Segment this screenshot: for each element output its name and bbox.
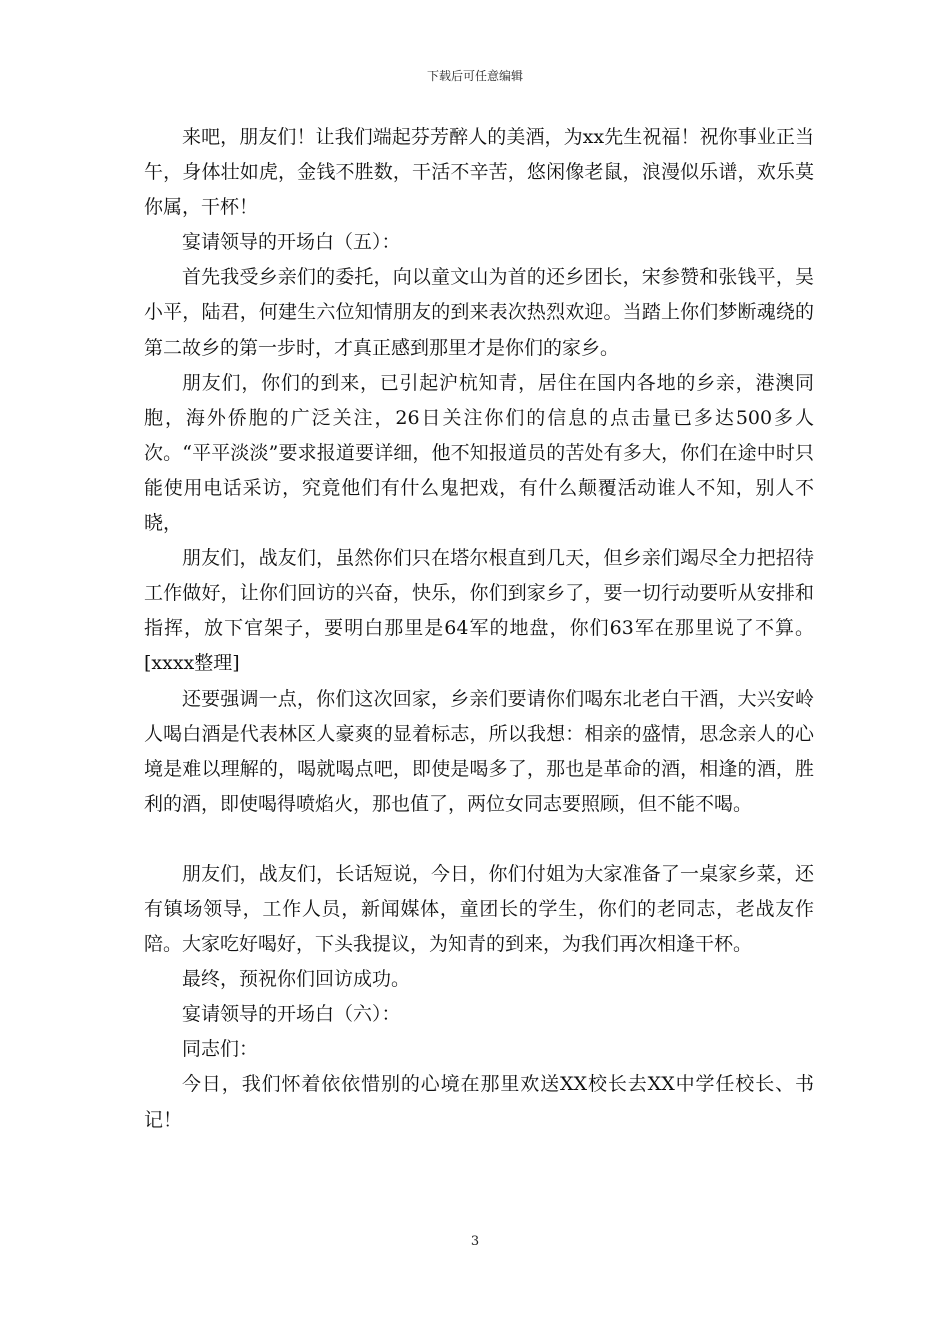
page-number: 3: [470, 1234, 480, 1249]
page-header: 下载后可任意编辑: [426, 69, 523, 83]
paragraph-dinner-toast: 朋友们，战友们，长话短说，今日，你们付姐为大家准备了一桌家乡菜，还有镇场领导，工作人员，新闻媒体，童团长的学生，你们的老同志，老战友作陪。大家吃好喝好，下头我提议，为知青的到来，为我们再次相逢干杯。: [144, 862, 814, 956]
paragraph-toast-blessing: 来吧，朋友们！让我们端起芬芳醉人的美酒，为xx先生祝福！祝你事业正当午，身体壮如虎，金钱不胜数，干活不辛苦，悠闲像老鼠，浪漫似乐谱，欢乐莫你属，干杯！: [144, 126, 814, 219]
paragraph-farewell: 今日，我们怀着依依惜别的心境在那里欢送XX校长去XX中学任校长、书记！: [144, 1073, 814, 1131]
section-heading-five: 宴请领导的开场白（五）：: [182, 231, 401, 254]
document-body: [144, 120, 814, 1138]
paragraph-closing-wish: 最终，预祝你们回访成功。: [182, 968, 411, 991]
paragraph-drinking: 还要强调一点，你们这次回家，乡亲们要请你们喝东北老白干酒，大兴安岭人喝白酒是代表林区人豪爽的显着标志，所以我想：相亲的盛情，思念亲人的心境是难以理解的，喝就喝点吧，即使是喝多了，那也是革命的酒，相逢的酒，胜利的酒，即使喝得喷焰火，那也值了，两位女同志要照顾，但不能不喝。: [144, 687, 814, 815]
paragraph-attention: 朋友们，你们的到来，已引起沪杭知青，居住在国内各地的乡亲，港澳同胞，海外侨胞的广泛关注，26日关注你们的信息的点击量已多达500多人次。“平平淡淡”要求报道要详细，他不知报道员的苦处有多大，你们在途中时只能使用电话采访，究竟他们有什么鬼把戏，有什么颠覆活动谁人不知，别人不晓，: [144, 371, 814, 535]
paragraph-hospitality: 朋友们，战友们，虽然你们只在塔尔根直到几天，但乡亲们竭尽全力把招待工作做好，让你们回访的兴奋，快乐，你们到家乡了，要一切行动要听从安排和指挥，放下官架子，要明白那里是64军的地盘，你们63军在那里说了不算。[xxxx整理]: [144, 547, 814, 675]
paragraph-salutation: 同志们：: [182, 1038, 259, 1061]
paragraph-welcome: 首先我受乡亲们的委托，向以童文山为首的还乡团长，宋参赞和张钱平，吴小平，陆君，何建生六位知情朋友的到来表次热烈欢迎。当踏上你们梦断魂绕的第二故乡的第一步时，才真正感到那里才是你们的家乡。: [144, 266, 814, 359]
section-heading-six: 宴请领导的开场白（六）：: [182, 1003, 401, 1026]
blank-line: [144, 822, 814, 857]
